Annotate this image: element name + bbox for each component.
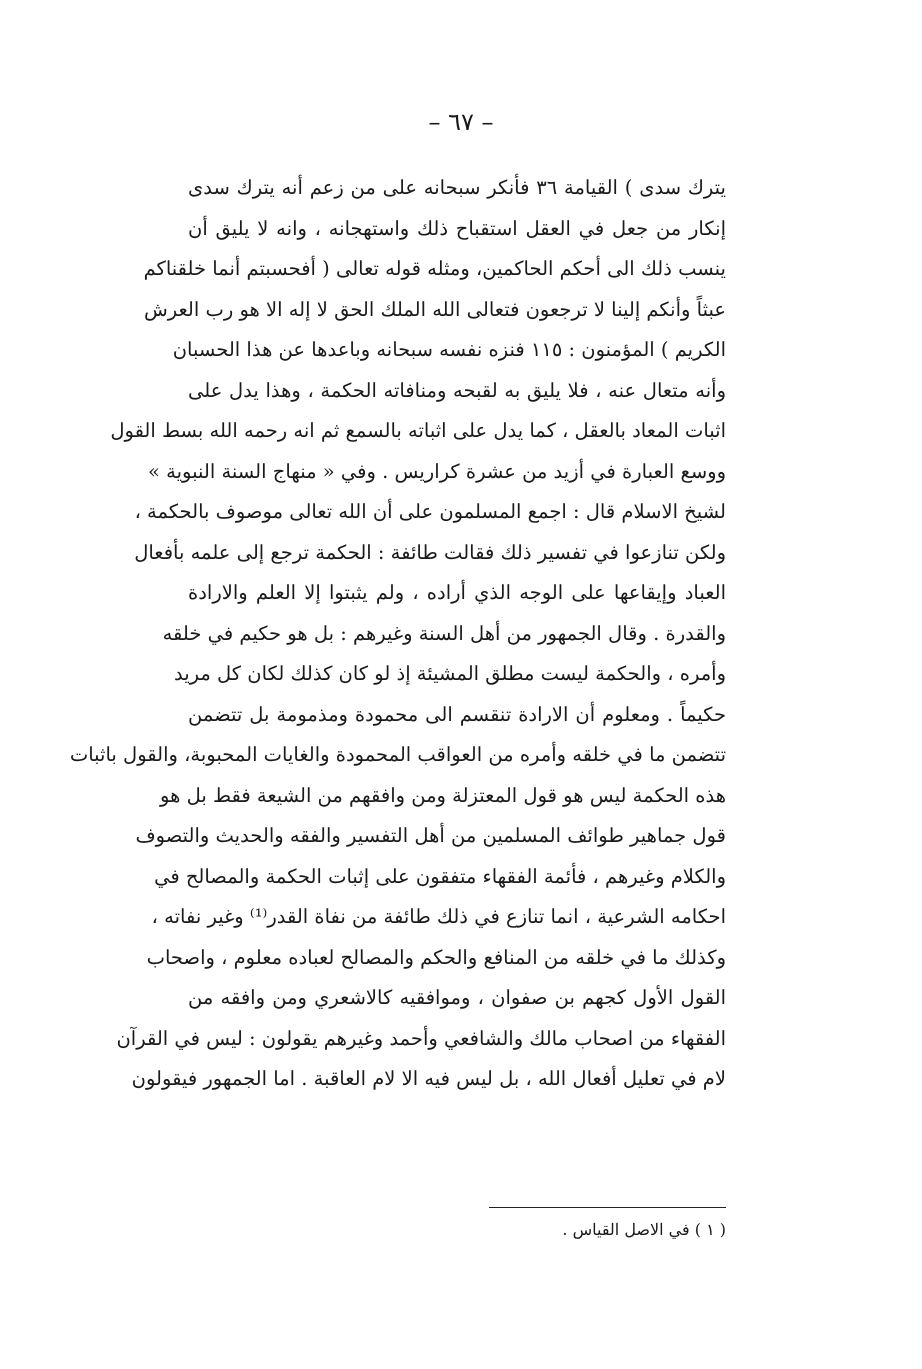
text-line: يترك سدى ) القيامة ٣٦ فأنكر سبحانه على من زعم أنه يترك سدى <box>188 176 726 199</box>
footnote-divider <box>489 1207 726 1208</box>
text-line: القول الأول كجهم بن صفوان ، وموافقيه كالاشعري ومن وافقه من <box>188 986 726 1009</box>
page-number: – ٦٧ – <box>428 108 494 136</box>
text-line: احكامه الشرعية ، انما تنازع في ذلك طائفة من نفاة القدر⁽¹⁾ وغير نفاته ، <box>151 905 726 928</box>
text-line: وكذلك ما في خلقه من المنافع والحكم والمصالح لعباده معلوم ، واصحاب <box>146 945 726 969</box>
text-line: وأنه متعال عنه ، فلا يليق به لقبحه ومنافاته الحكمة ، وهذا يدل على <box>188 378 726 402</box>
footnote: ( ١ ) في الاصل القياس . <box>562 1220 726 1239</box>
text-line: إنكار من جعل في العقل استقباح ذلك واستهجانه ، وانه لا يليق أن <box>188 216 726 240</box>
text-line: اثبات المعاد بالعقل ، كما يدل على اثباته بالسمع ثم انه رحمه الله بسط القول <box>110 419 726 442</box>
text-line: الفقهاء من اصحاب مالك والشافعي وأحمد وغيرهم يقولون : ليس في القرآن <box>116 1026 726 1050</box>
text-line: هذه الحكمة ليس هو قول المعتزلة ومن وافقهم من الشيعة فقط بل هو <box>160 783 726 807</box>
text-line: العباد وإيقاعها على الوجه الذي أراده ، ولم يثبتوا إلا العلم والارادة <box>188 581 726 604</box>
text-line: ينسب ذلك الى أحكم الحاكمين، ومثله قوله تعالى ( أفحسبتم أنما خلقناكم <box>143 257 726 280</box>
text-line: ولكن تنازعوا في تفسير ذلك فقالت طائفة : الحكمة ترجع إلى علمه بأفعال <box>134 540 726 564</box>
text-line: وأمره ، والحكمة ليست مطلق المشيئة إذ لو كان كذلك لكان كل مريد <box>173 662 726 685</box>
body-text <box>69 168 726 1100</box>
text-line: ووسع العبارة في أزيد من عشرة كراريس . وفي « منهاج السنة النبوية » <box>148 459 726 483</box>
text-line: تتضمن ما في خلقه وأمره من العواقب المحمودة والغايات المحبوبة، والقول باثبات <box>69 743 726 766</box>
text-line: الكريم ) المؤمنون : ١١٥ فنزه نفسه سبحانه وباعدها عن هذا الحسبان <box>172 338 726 361</box>
text-line: لام في تعليل أفعال الله ، بل ليس فيه الا لام العاقبة . اما الجمهور فيقولون <box>131 1067 726 1090</box>
text-line: لشيخ الاسلام قال : اجمع المسلمون على أن الله تعالى موصوف بالحكمة ، <box>134 500 726 523</box>
text-line: والكلام وغيرهم ، فأئمة الفقهاء متفقون على إثبات الحكمة والمصالح في <box>154 864 726 888</box>
text-line: والقدرة . وقال الجمهور من أهل السنة وغيرهم : بل هو حكيم في خلقه <box>162 621 726 645</box>
text-line: حكيماً . ومعلوم أن الارادة تنقسم الى محمودة ومذمومة بل تتضمن <box>188 702 726 726</box>
text-line: قول جماهير طوائف المسلمين من أهل التفسير والفقه والحديث والتصوف <box>135 824 726 847</box>
text-line: عبثاً وأنكم إلينا لا ترجعون فتعالى الله الملك الحق لا إله الا هو رب العرش <box>143 297 726 321</box>
